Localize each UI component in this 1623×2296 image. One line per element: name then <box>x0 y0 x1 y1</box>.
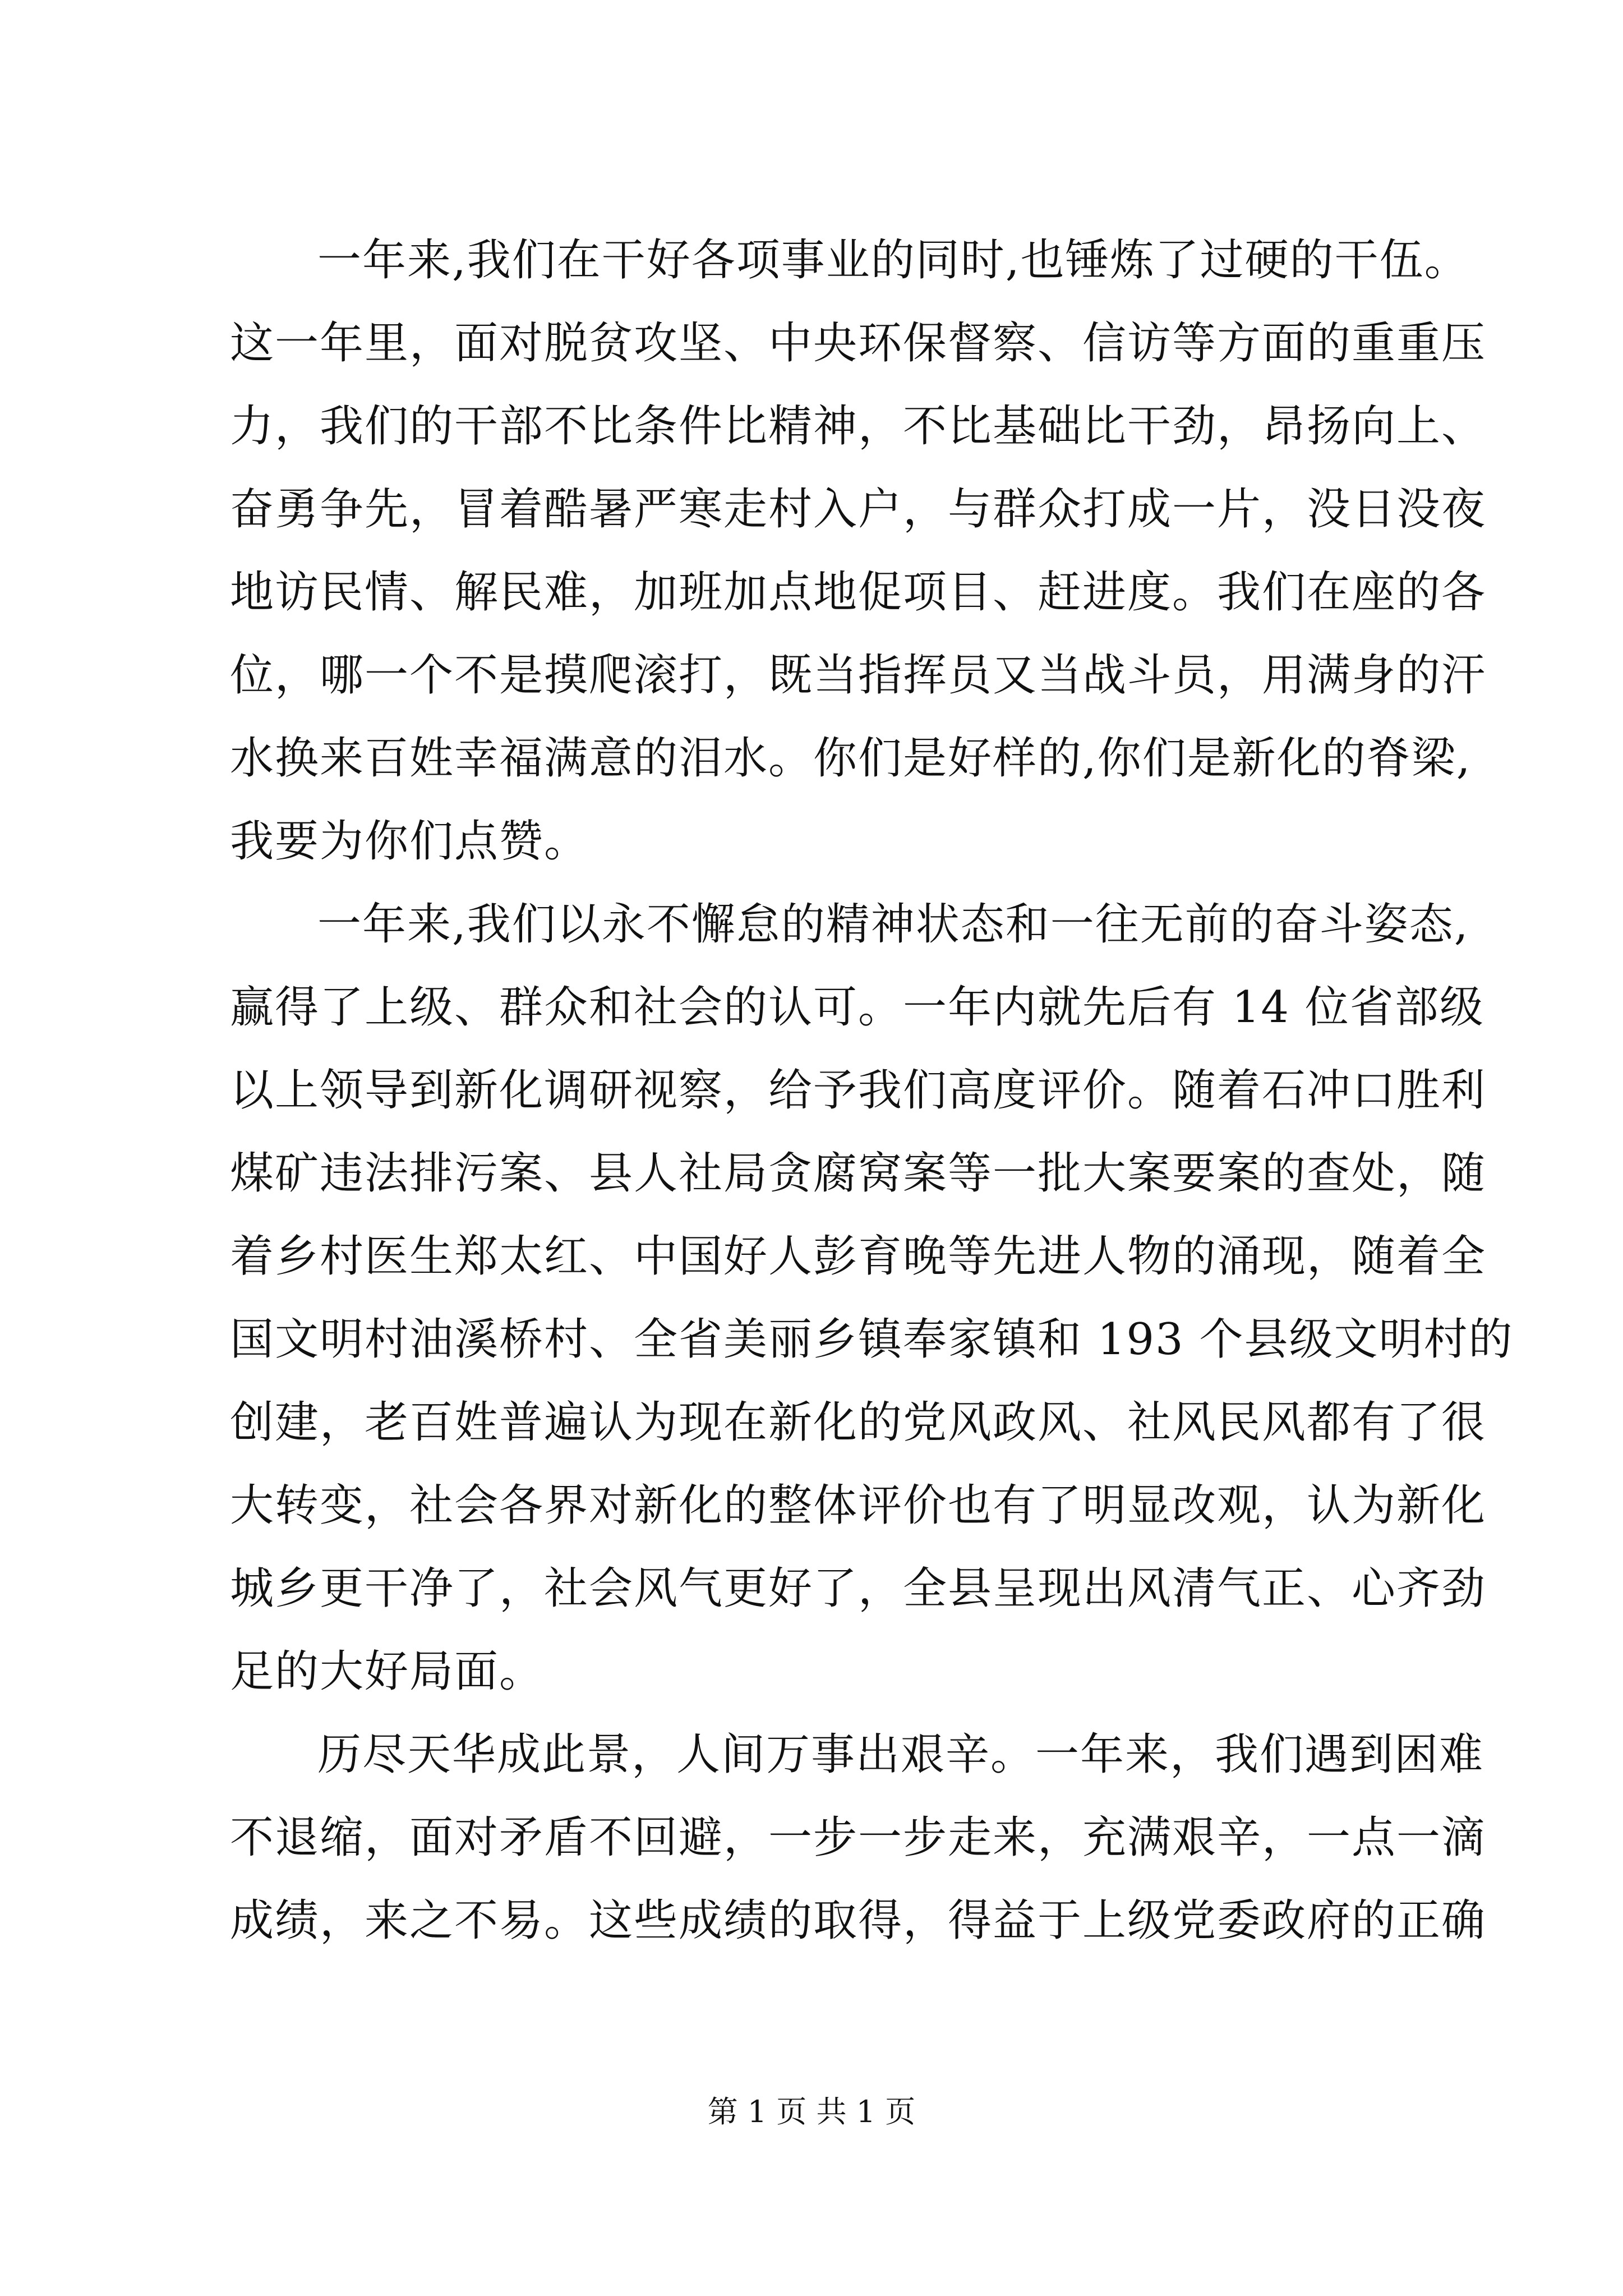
paragraph-line: 位，哪一个不是摸爬滚打，既当指挥员又当战斗员，用满身的汗 <box>230 650 1487 701</box>
paragraph-line: 力，我们的干部不比条件比精神，不比基础比干劲，昂扬向上、 <box>230 401 1487 452</box>
paragraph-line: 国文明村油溪桥村、全省美丽乡镇奉家镇和 193 个县级文明村的 <box>230 1314 1514 1365</box>
paragraph-3 <box>230 1713 1487 1962</box>
page-number-label: 第 1 页 共 1 页 <box>707 2094 916 2129</box>
paragraph-line: 成绩，来之不易。这些成绩的取得，得益于上级党委政府的正确 <box>230 1895 1487 1946</box>
document-body <box>230 219 1514 1962</box>
paragraph-line: 这一年里，面对脱贫攻坚、中央环保督察、信访等方面的重重压 <box>230 318 1487 369</box>
paragraph-line: 赢得了上级、群众和社会的认可。一年内就先后有 14 位省部级 <box>230 982 1484 1033</box>
paragraph-line: 大转变，社会各界对新化的整体评价也有了明显改观，认为新化 <box>230 1480 1487 1531</box>
paragraph-2 <box>230 883 1514 1713</box>
paragraph-line: 历尽天华成此景，人间万事出艰辛。一年来，我们遇到困难 <box>317 1729 1484 1780</box>
paragraph-line: 着乡村医生郑太红、中国好人彭育晚等先进人物的涌现，随着全 <box>230 1231 1487 1282</box>
paragraph-line: 以上领导到新化调研视察，给予我们高度评价。随着石冲口胜利 <box>230 1065 1487 1116</box>
paragraph-line: 一年来,我们以永不懈怠的精神状态和一往无前的奋斗姿态, <box>317 899 1469 950</box>
paragraph-line: 我要为你们点赞。 <box>230 816 589 867</box>
paragraph-line: 创建，老百姓普遍认为现在新化的党风政风、社风民风都有了很 <box>230 1397 1487 1448</box>
page-footer <box>0 2092 1623 2132</box>
paragraph-line: 一年来,我们在干好各项事业的同时,也锤炼了过硬的干伍。 <box>317 235 1469 286</box>
paragraph-line: 煤矿违法排污案、县人社局贪腐窝案等一批大案要案的查处，随 <box>230 1148 1487 1199</box>
paragraph-line: 不退缩，面对矛盾不回避，一步一步走来，充满艰辛，一点一滴 <box>230 1812 1487 1863</box>
paragraph-line: 城乡更干净了，社会风气更好了，全县呈现出风清气正、心齐劲 <box>230 1563 1487 1614</box>
paragraph-line: 水换来百姓幸福满意的泪水。你们是好样的,你们是新化的脊梁, <box>230 733 1472 784</box>
paragraph-line: 足的大好局面。 <box>230 1646 545 1697</box>
paragraph-line: 地访民情、解民难，加班加点地促项目、赶进度。我们在座的各 <box>230 567 1487 618</box>
paragraph-1 <box>230 219 1487 883</box>
paragraph-line: 奋勇争先，冒着酷暑严寒走村入户，与群众打成一片，没日没夜 <box>230 484 1487 535</box>
